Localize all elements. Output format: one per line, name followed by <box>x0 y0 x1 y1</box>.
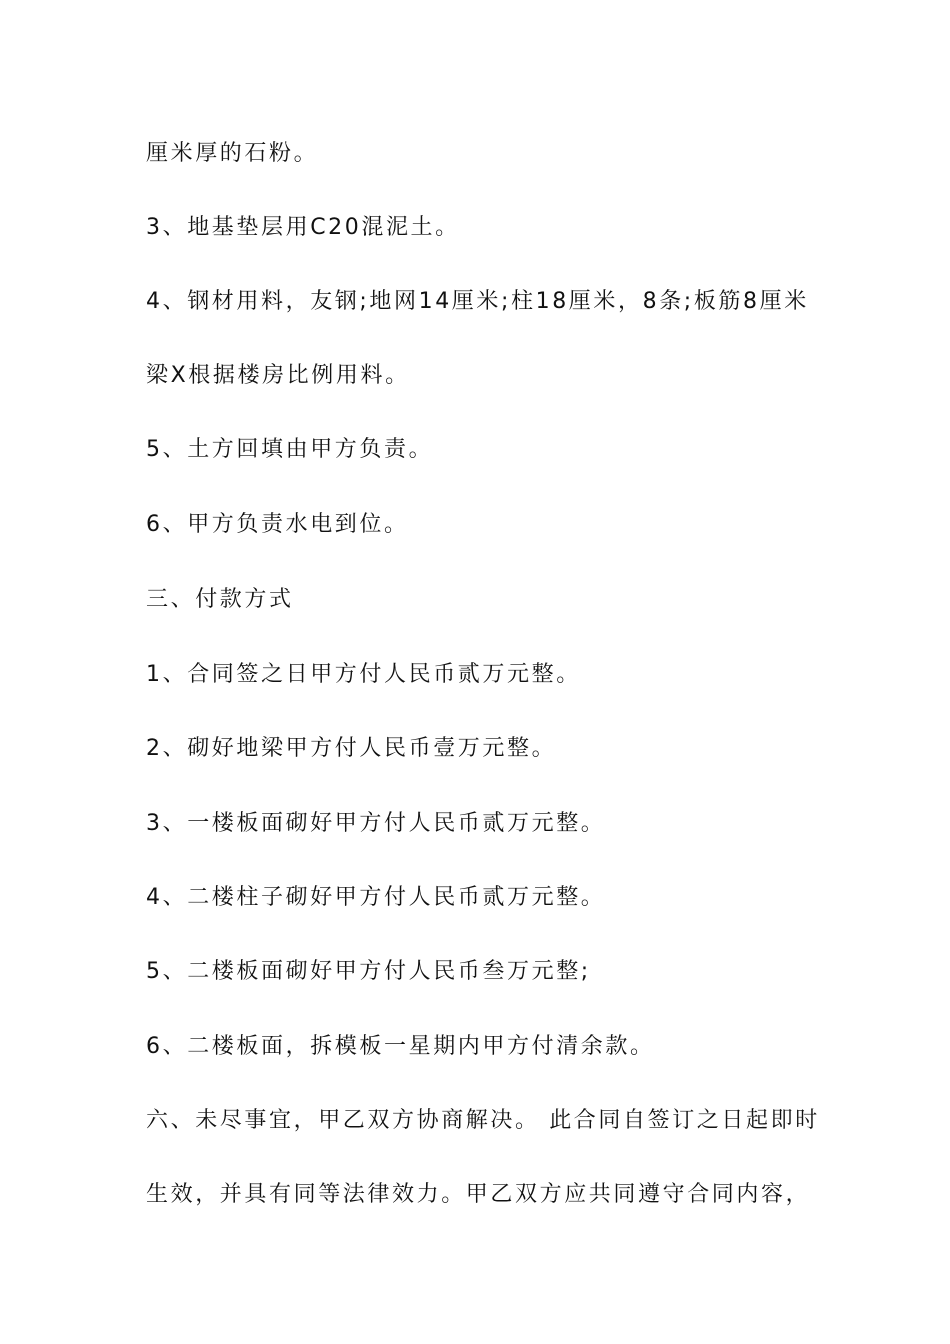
text-line: 厘米厚的石粉。 <box>146 141 319 166</box>
text-line: 5、土方回填由甲方负责。 <box>146 437 434 462</box>
text-line: 3、一楼板面砌好甲方付人民币贰万元整。 <box>146 811 606 836</box>
text-line: 生效，并具有同等法律效力。甲乙双方应共同遵守合同内容， <box>146 1182 811 1207</box>
text-line: 4、二楼柱子砌好甲方付人民币贰万元整。 <box>146 885 606 910</box>
text-line: 6、二楼板面，拆模板一星期内甲方付清余款。 <box>146 1034 655 1059</box>
text-line: 6、甲方负责水电到位。 <box>146 512 409 537</box>
text-line: 4、钢材用料，友钢;地网14厘米;柱18厘米，8条;板筋8厘米 <box>146 289 809 314</box>
section-heading: 三、付款方式 <box>146 587 294 612</box>
text-line: 六、未尽事宜，甲乙双方协商解决。 此合同自签订之日起即时 <box>146 1108 820 1133</box>
text-line: 1、合同签之日甲方付人民币贰万元整。 <box>146 662 581 687</box>
text-line: 5、二楼板面砌好甲方付人民币叁万元整; <box>146 959 591 984</box>
text-line: 3、地基垫层用C20混泥土。 <box>146 215 460 240</box>
text-line: 梁X根据楼房比例用料。 <box>146 363 410 388</box>
text-line: 2、砌好地梁甲方付人民币壹万元整。 <box>146 736 557 761</box>
